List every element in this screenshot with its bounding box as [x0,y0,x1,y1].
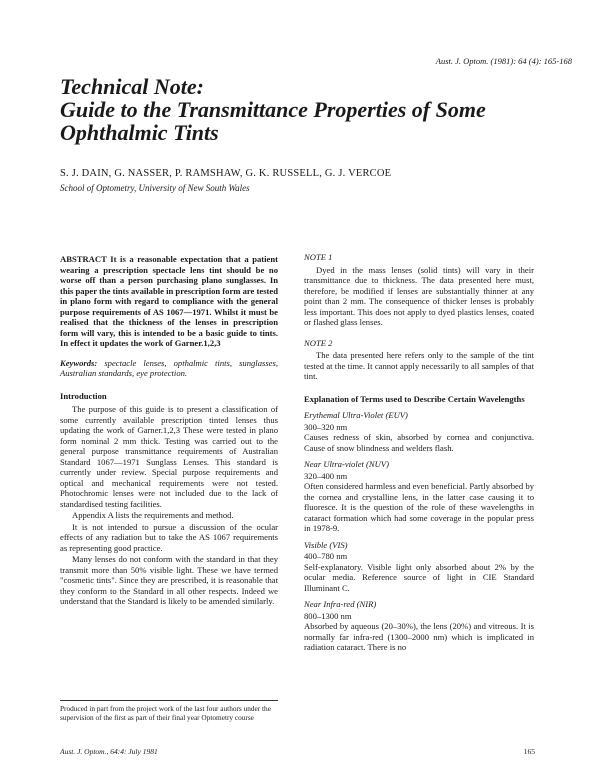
term-description: Absorbed by aqueous (20–30%), the lens (20%) and vitreous. It is normally far infra-red (1300–2000 nm) which is implicated in radiation cataract. There is no [304,621,534,652]
page-number: 165 [523,747,535,756]
right-column [304,252,534,654]
abstract-label: ABSTRACT [60,254,107,264]
keywords-text: spectacle lenses, opthalmic tints, sunglasses, Australian standards, eye protection. [60,357,278,378]
term-range: 320–400 nm [304,470,348,481]
intro-paragraph-4: Many lenses do not conform with the standard in that they transmit more than 50% visible light. These we have termed "cosmetic tints". Since they are prescribed, it is reasonable that they conform to the Standard in all other respects. Indeed we understand that the Standard is likely to be amended similarly. [60,554,278,606]
term-nuv [304,459,534,534]
note-1-text: Dyed in the mass lenses (solid tints) will vary in their transmittance due to thickness. The data presented here must, therefore, be modified if lenses are substantially thinner at any point than 2 mm. The consequence of thicker lenses is probably less important. This does not apply to dyed plastics lenses, coated or flashed glass lenses. [304,264,534,327]
title-line-1: Technical Note: [60,74,204,99]
keywords [60,358,278,379]
intro-paragraph-1: The purpose of this guide is to present a classification of some currently available prescription tinted lenses thus updating the work of Garner.1,2,3 These were tested in plano form nominal 2 mm thick. Testing was carried out to the general purpose transmittance requirements of Australian Standard 1067—1971 Sunglass Lenses. This standard is currently under review. Special purpose requirements and optical and mechanical requirements were not tested. Photochromic lenses were not included due to the lack of standardised testing facilities. [60,404,278,509]
term-nir [304,599,534,653]
footer-citation: Aust. J. Optom., 64:4: July 1981 [60,747,158,756]
abstract [60,254,278,349]
term-description: Often considered harmless and even beneficial. Partly absorbed by the cornea and crystalline lens, in the latter case causing it to fluoresce. It is the question of the role of these wavelengths in cataract formation which had some coverage in the popular press in 1978-9. [304,481,534,533]
explanation-heading: Explanation of Terms used to Describe Certain Wavelengths [304,393,525,404]
term-description: Causes redness of skin, absorbed by cornea and conjunctiva. Cause of snow blindness and welders flash. [304,432,534,453]
term-vis [304,540,534,594]
note-2-text: The data presented here refers only to the sample of the tint tested at the time. It cannot apply necessarily to all samples of that tint. [304,350,534,381]
term-range: 800–1300 nm [304,610,352,621]
abstract-text: It is a reasonable expectation that a patient wearing a prescription spectacle lens tint should be no worse off than a person purchasing plano sunglasses. In this paper the tints available in prescription form are tested in plano form with regard to compliance with the general purpose requirements of AS 1067—1971. Whilst it must be realised that the thickness of the lenses in prescription form will vary, this is intended to be a basic guide to tints. In effect it updates the work of Garner.1,2,3 [60,254,278,348]
title-line-2: Guide to the Transmittance Properties of Some [60,97,486,122]
affiliation: School of Optometry, University of New South Wales [60,183,250,193]
term-name: Visible (VIS) [304,539,348,550]
title-line-3: Ophthalmic Tints [60,120,219,145]
term-range: 400–780 nm [304,551,348,561]
journal-citation: Aust. J. Optom. (1981): 64 (4): 165-168 [435,56,572,66]
note-1-heading: NOTE 1 [304,252,333,262]
footnote: Produced in part from the project work of the last four authors under the supervision of the first as part of their final year Optometry course [60,700,278,722]
article-title [60,75,580,144]
term-name: Near Infra-red (NIR) [304,599,377,609]
term-range: 300–320 nm [304,421,348,432]
left-column [60,254,278,608]
introduction-heading: Introduction [60,390,107,401]
term-description: Self-explanatory. Visible light only absorbed about 2% by the ocular media. Reference source of light in CIE Standard Illuminant C. [304,561,534,593]
intro-paragraph-3: It is not intended to pursue a discussion of the ocular effects of any radiation but to take the AS 1067 requirements as representing good practice. [60,521,278,553]
term-name: Erythemal Ultra-Violet (EUV) [304,410,408,420]
term-name: Near Ultra-violet (NUV) [304,459,389,469]
author-list: S. J. DAIN, G. NASSER, P. RAMSHAW, G. K. RUSSELL, G. J. VERCOE [60,168,392,179]
intro-paragraph-2: Appendix A lists the requirements and method. [72,510,234,520]
note-2-heading: NOTE 2 [304,337,333,348]
keywords-label: Keywords: [60,357,98,368]
term-euv [304,410,534,453]
